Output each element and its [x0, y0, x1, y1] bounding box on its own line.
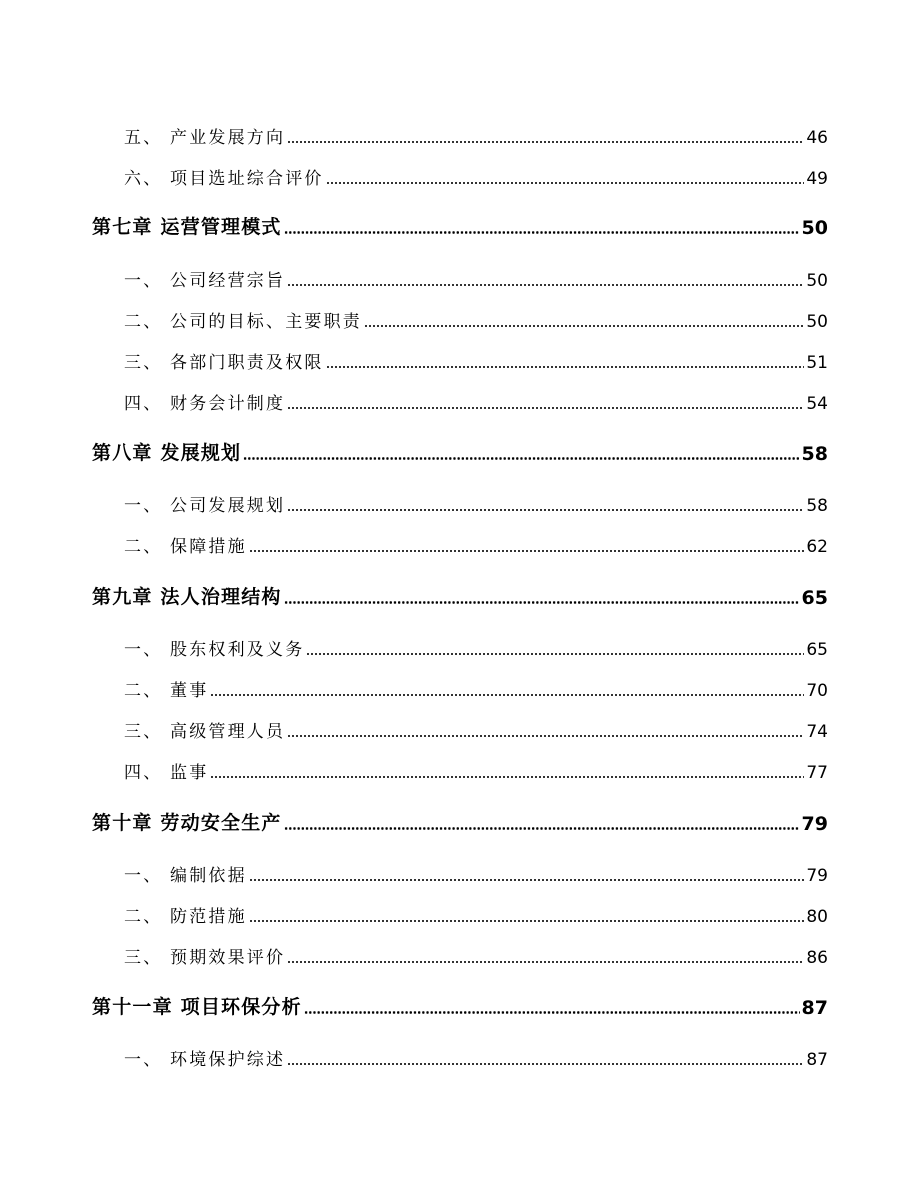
toc-entry-title: 一、 股东权利及义务	[124, 640, 305, 660]
dot-leader	[284, 231, 800, 234]
toc-entry-title: 三、 预期效果评价	[124, 948, 286, 968]
toc-entry-section[interactable]	[0, 630, 920, 660]
toc-entry-page: 87	[801, 997, 828, 1019]
toc-entry-page: 65	[806, 640, 828, 660]
toc-entry-chapter[interactable]	[0, 805, 920, 835]
dot-leader	[243, 457, 799, 460]
toc-entry-page: 87	[806, 1050, 828, 1070]
toc-entry-page: 65	[801, 587, 828, 609]
toc-entry-title: 第七章 运营管理模式	[92, 216, 282, 238]
toc-entry-section[interactable]	[0, 118, 920, 148]
dot-leader	[287, 284, 804, 286]
toc-entry-section[interactable]	[0, 343, 920, 373]
toc-entry-section[interactable]	[0, 938, 920, 968]
dot-leader	[210, 694, 804, 696]
dot-leader	[287, 1063, 804, 1065]
toc-entry-chapter[interactable]	[0, 209, 920, 239]
dot-leader	[249, 550, 805, 552]
toc-entry-section[interactable]	[0, 302, 920, 332]
toc-entry-chapter[interactable]	[0, 435, 920, 465]
toc-entry-section[interactable]	[0, 159, 920, 189]
toc-entry-page: 46	[806, 128, 828, 148]
toc-entry-title: 一、 环境保护综述	[124, 1050, 286, 1070]
dot-leader	[306, 653, 804, 655]
toc-entry-page: 58	[806, 496, 828, 516]
toc-entry-page: 77	[806, 763, 828, 783]
dot-leader	[287, 735, 804, 737]
toc-entry-title: 四、 财务会计制度	[124, 394, 286, 414]
toc-entry-page: 58	[801, 443, 828, 465]
dot-leader	[210, 776, 804, 778]
toc-entry-title: 二、 公司的目标、主要职责	[124, 312, 363, 332]
dot-leader	[287, 141, 804, 143]
toc-entry-title: 一、 公司经营宗旨	[124, 271, 286, 291]
toc-entry-section[interactable]	[0, 856, 920, 886]
dot-leader	[287, 961, 804, 963]
toc-entry-title: 六、 项目选址综合评价	[124, 169, 324, 189]
toc-entry-title: 二、 保障措施	[124, 537, 247, 557]
toc-entry-section[interactable]	[0, 261, 920, 291]
toc-entry-chapter[interactable]	[0, 989, 920, 1019]
dot-leader	[287, 509, 804, 511]
toc-entry-title: 五、 产业发展方向	[124, 128, 286, 148]
toc-entry-chapter[interactable]	[0, 579, 920, 609]
toc-entry-page: 51	[806, 353, 828, 373]
dot-leader	[284, 827, 800, 830]
toc-entry-title: 第十一章 项目环保分析	[92, 996, 302, 1018]
toc-entry-page: 70	[806, 681, 828, 701]
toc-entry-page: 50	[806, 312, 828, 332]
toc-entry-section[interactable]	[0, 384, 920, 414]
toc-entry-section[interactable]	[0, 712, 920, 742]
dot-leader	[249, 879, 805, 881]
toc-entry-section[interactable]	[0, 897, 920, 927]
toc-entry-page: 62	[806, 537, 828, 557]
toc-entry-page: 79	[806, 866, 828, 886]
toc-entry-title: 第八章 发展规划	[92, 442, 242, 464]
toc-entry-section[interactable]	[0, 671, 920, 701]
toc-entry-title: 第九章 法人治理结构	[92, 586, 282, 608]
toc-entry-title: 一、 编制依据	[124, 866, 247, 886]
toc-entry-section[interactable]	[0, 1040, 920, 1070]
toc-entry-title: 二、 防范措施	[124, 907, 247, 927]
dot-leader	[326, 366, 805, 368]
dot-leader	[287, 407, 804, 409]
toc-entry-page: 50	[806, 271, 828, 291]
toc-entry-title: 二、 董事	[124, 681, 209, 701]
toc-entry-title: 第十章 劳动安全生产	[92, 812, 282, 834]
toc-entry-section[interactable]	[0, 486, 920, 516]
toc-entry-page: 74	[806, 722, 828, 742]
dot-leader	[284, 601, 800, 604]
toc-entry-title: 四、 监事	[124, 763, 209, 783]
dot-leader	[326, 182, 805, 184]
toc-entry-section[interactable]	[0, 753, 920, 783]
toc-entry-section[interactable]	[0, 527, 920, 557]
toc-entry-title: 一、 公司发展规划	[124, 496, 286, 516]
toc-entry-page: 49	[806, 169, 828, 189]
toc-entry-page: 79	[801, 813, 828, 835]
toc-entry-page: 80	[806, 907, 828, 927]
toc-entry-page: 86	[806, 948, 828, 968]
dot-leader	[249, 920, 805, 922]
dot-leader	[304, 1011, 800, 1014]
toc-entry-title: 三、 高级管理人员	[124, 722, 286, 742]
toc-entry-page: 54	[806, 394, 828, 414]
toc-entry-title: 三、 各部门职责及权限	[124, 353, 324, 373]
toc-entry-page: 50	[801, 217, 828, 239]
dot-leader	[364, 325, 804, 327]
